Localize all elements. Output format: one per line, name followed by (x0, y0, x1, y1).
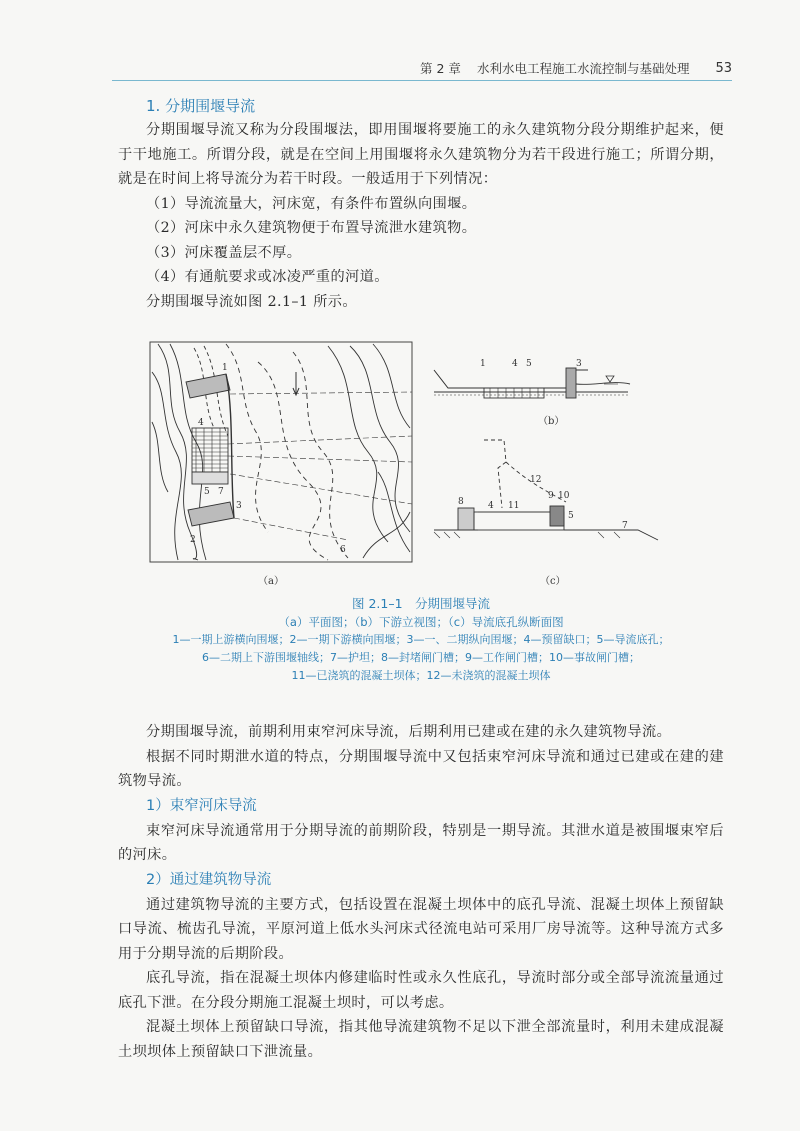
outlet-section (434, 440, 658, 587)
fig-num-12: 12 (530, 475, 542, 485)
page-body (118, 92, 724, 1064)
fig-num-3: 3 (236, 501, 242, 511)
fig-num-4b: 4 (512, 359, 518, 369)
fig-num-7: 7 (218, 487, 224, 497)
fig-num-5b: 5 (526, 359, 532, 369)
list-item: （1）导流流量大，河床宽，有条件布置纵向围堰。 (146, 195, 477, 212)
figure-legend-line: 6—二期上下游围堰轴线；7—护坦；8—封堵闸门槽；9—工作闸门槽；10—事故闸门槽； (202, 651, 640, 664)
paragraph: 根据不同时期泄水道的特点，分期围堰导流中又包括束窄河床导流和通过已建或在建的建筑物导流。 (118, 748, 724, 789)
chapter-number: 第 2 章 (420, 61, 461, 76)
fig-num-5: 5 (204, 487, 210, 497)
figure-legend-line: 11—已浇筑的混凝土坝体；12—未浇筑的混凝土坝体 (291, 669, 551, 682)
figure-title: 图 2.1–1 分期围堰导流 (351, 596, 491, 611)
figure-drawing (118, 332, 724, 594)
fig-num-7c: 7 (622, 521, 628, 531)
figure-caption (118, 594, 724, 685)
fig-num-1: 1 (222, 363, 228, 373)
fig-num-6: 6 (340, 545, 346, 555)
downstream-elevation (434, 359, 630, 427)
paragraph: 混凝土坝体上预留缺口导流，指其他导流建筑物不足以下泄全部流量时，利用未建成混凝土坝坝体上预留缺口下泄流量。 (118, 1019, 724, 1060)
subsection-heading: 2）通过建筑物导流 (146, 871, 272, 888)
fig-num-1b: 1 (480, 359, 486, 369)
header-rule (112, 80, 732, 81)
label-c: （c） (540, 576, 566, 587)
paragraph: 分期围堰导流，前期利用束窄河床导流，后期利用已建或在建的永久建筑物导流。 (146, 724, 672, 740)
fig-num-4: 4 (198, 418, 204, 428)
fig-num-4c: 4 (488, 501, 494, 511)
list-item: （3）河床覆盖层不厚。 (146, 244, 302, 261)
running-header (110, 58, 732, 78)
fig-num-11: 11 (508, 501, 520, 511)
subsection-heading: 1）束窄河床导流 (146, 797, 257, 814)
fig-num-8: 8 (458, 497, 464, 507)
section-heading: 1. 分期围堰导流 (146, 97, 256, 115)
paragraph: 束窄河床导流通常用于分期导流的前期阶段，特别是一期导流。其泄水道是被围堰束窄后的河床。 (118, 822, 724, 863)
label-b: （b） (538, 416, 565, 427)
intro-paragraph: 分期围堰导流又称为分段围堰法，即用围堰将要施工的永久建筑物分段分期维护起来，便于干地施工。所谓分段，就是在空间上用围堰将永久建筑物分为若干段进行施工；所谓分期，就是在时间上将导流分为若干时段。一般适用于下列情况： (118, 122, 724, 187)
fig-num-3b: 3 (576, 359, 582, 369)
figure-legend-line: 1—一期上游横向围堰；2—一期下游横向围堰；3—一、二期纵向围堰；4—预留缺口；5—导流底孔； (172, 633, 670, 646)
paragraph: 通过建筑物导流的主要方式，包括设置在混凝土坝体中的底孔导流、混凝土坝体上预留缺口导流、梳齿孔导流，平原河道上低水头河床式径流电站可采用厂房导流等。这种导流方式多用于分期导流的后期阶段。 (118, 896, 724, 962)
figure-2-1-1 (118, 332, 724, 694)
chapter-title: 水利水电工程施工水流控制与基础处理 (476, 61, 690, 76)
page-number: 53 (715, 60, 732, 76)
fig-num-9: 9 (548, 491, 554, 501)
list-item: （4）有通航要求或冰凌严重的河道。 (146, 269, 389, 285)
fig-num-10: 10 (558, 491, 570, 501)
fig-num-2: 2 (190, 535, 196, 545)
figure-reference: 分期围堰导流如图 2.1–1 所示。 (146, 293, 357, 310)
label-a: （a） (258, 576, 284, 587)
list-item: （2）河床中永久建筑物便于布置导流泄水建筑物。 (146, 220, 477, 236)
figure-subtitle: （a）平面图；（b）下游立视图；（c）导流底孔纵断面图 (278, 615, 564, 629)
plan-view (150, 342, 412, 587)
fig-num-5c: 5 (568, 511, 574, 521)
paragraph: 底孔导流，指在混凝土坝体内修建临时性或永久性底孔，导流时部分或全部导流流量通过底孔下泄。在分段分期施工混凝土坝时，可以考虑。 (118, 970, 724, 1011)
